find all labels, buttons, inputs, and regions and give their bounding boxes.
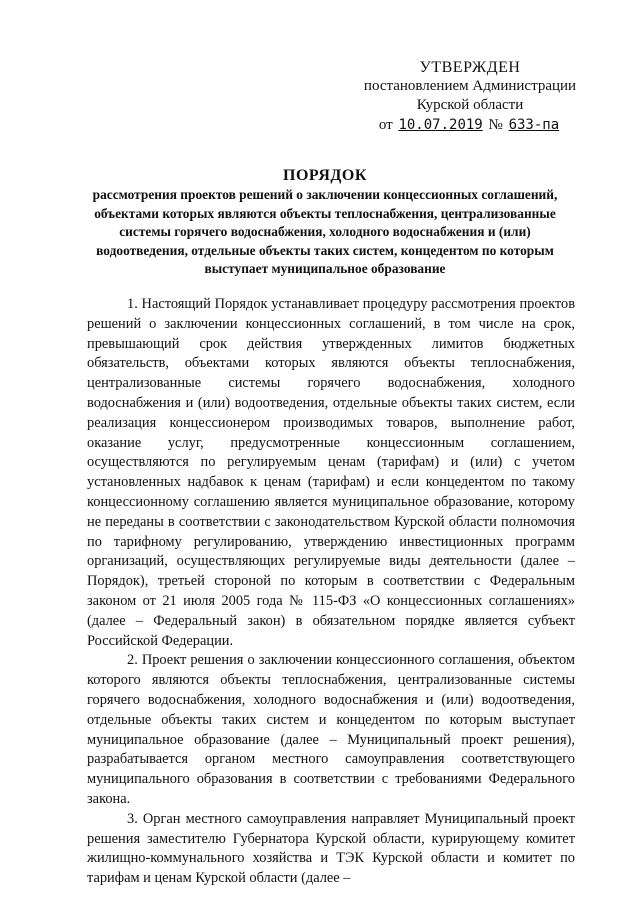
paragraph-3: 3. Орган местного самоуправления направляет Муниципальный проект решения заместителю Губернатора Курской области, курирующему комитет жилищно-коммунального хозяйства и ТЭК Курской области и комитет по тарифам и ценам Курской области (далее –: [87, 810, 575, 887]
paragraph-1: 1. Настоящий Порядок устанавливает процедуру рассмотрения проектов решений о заключении концессионных соглашений, в том числе на срок, превышающий срок действия утвержденных лимитов бюджетных обязательств, объектами которых являются объекты теплоснабжения, централизованные системы горячего водоснабжения, холодного водоснабжения и (или) водоотведения, отдельные объекты таких систем, если реализация концессионером производимых товаров, выполнение работ, оказание услуг, предусмотренные концессионным соглашением, осуществляются по регулируемым ценам (тарифам) и (или) с учетом установленных надбавок к ценам (тарифам) и если концедентом по такому концессионному соглашению является муниципальное образование, которому не переданы в соответствии с законодательством Курской области полномочия по тарифному регулированию, утверждению инвестиционных программ организаций, осуществляющих регулируемые виды деятельности (далее – Порядок), третьей стороной по которым в соответствии с Федеральным законом от 21 июля 2005 года № 115-ФЗ «О концессионных соглашениях» (далее – Федеральный закон) в обязательном порядке является субъект Российской Федерации.: [87, 296, 575, 649]
approval-stamp: [355, 58, 585, 135]
paragraph-2: 2. Проект решения о заключении концессионного соглашения, объектом которого являются объекты теплоснабжения, централизованные системы горячего водоснабжения, холодного водоснабжения и (или) водоотведения, отдельные объекты таких систем и концедентом по которым выступает муниципальное образование (далее – Муниципальный проект решения), разрабатывается органом местного самоуправления соответствующего муниципального образования в соответствии с требованиями Федерального закона.: [87, 652, 575, 807]
approval-title: УТВЕРЖДЕН: [419, 59, 521, 76]
document-title-block: [90, 166, 560, 279]
approval-from-label: от: [378, 117, 393, 133]
approval-date: 10.07.2019: [398, 117, 483, 133]
approval-line-1: постановлением Администрации: [363, 78, 577, 94]
document-body: [87, 295, 575, 889]
approval-date-line: [355, 116, 585, 135]
approval-number: 633-па: [508, 117, 560, 133]
document-title: ПОРЯДОК: [283, 167, 367, 184]
document-subtitle: рассмотрения проектов решений о заключении концессионных соглашений, объектами которых являются объекты теплоснабжения, централизованные системы горячего водоснабжения, холодного водоснабжения и (или) водоотведения, отдельные объекты таких систем, концедентом по которым выступает муниципальное образование: [92, 187, 558, 277]
approval-line-2: Курской области: [416, 97, 524, 113]
approval-number-label: №: [488, 117, 503, 133]
